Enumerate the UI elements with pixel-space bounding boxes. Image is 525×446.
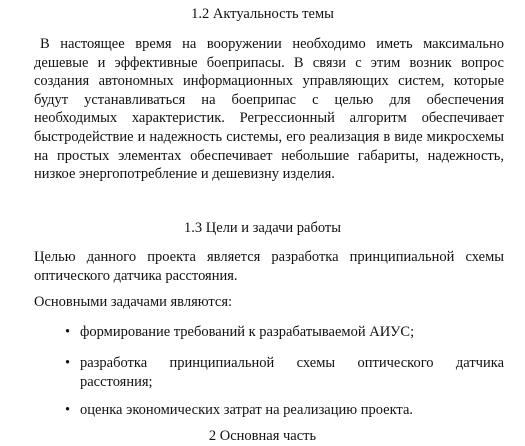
section-heading-main: 2 Основная часть (208, 428, 317, 444)
bullet-icon: • (65, 402, 71, 418)
list-item-text: разработка принципиальной схемы оптического датчика расстояния; (80, 355, 504, 390)
section-heading-goals: 1.3 Цели и задачи работы (184, 220, 341, 236)
list-item (65, 401, 504, 420)
list-item (65, 323, 504, 342)
bullet-icon: • (65, 355, 71, 371)
list-item (65, 354, 504, 391)
list-item-text: оценка экономических затрат на реализацию проекта. (80, 402, 414, 418)
bullet-icon: • (65, 324, 71, 340)
list-item-text: формирование требований к разрабатываемой АИУС; (80, 324, 415, 340)
purpose-paragraph: Целью данного проекта является разработка принципиальной схемы оптического датчика расстояния. (34, 249, 504, 284)
tasks-intro: Основными задачами являются: (34, 294, 233, 310)
section-heading-relevance: 1.2 Актуальность темы (191, 6, 334, 22)
relevance-paragraph: В настоящее время на вооружении необходимо иметь максимально дешевые и эффективные боеприпасы. В связи с этим возник вопрос создания автономных информационных управляющих систем, которые будут устанавливаться на боеприпас с целью для обеспечения необходимых характеристик. Регрессионный алгоритм обеспечивает быстродействие и надежность системы, его реализация в виде микросхемы на простых элементах обеспечивает небольшие габариты, надежность, низкое энергопотребление и дешевизну изделия. (34, 36, 504, 183)
